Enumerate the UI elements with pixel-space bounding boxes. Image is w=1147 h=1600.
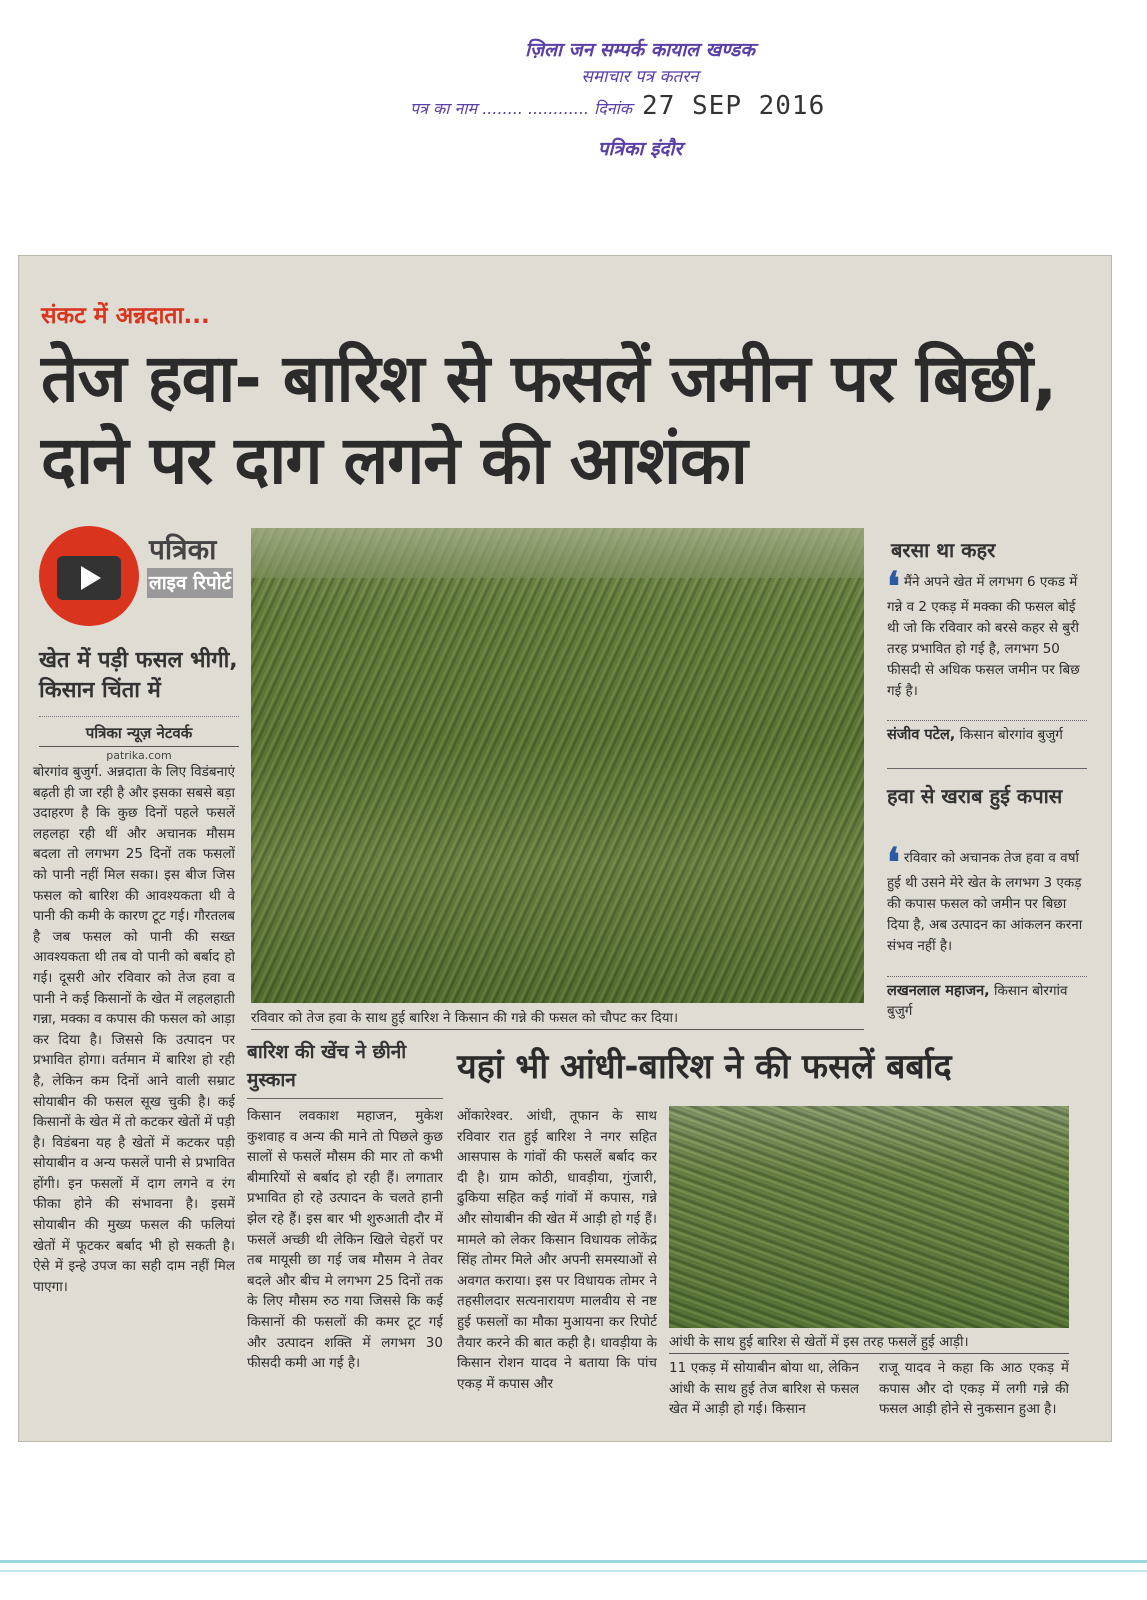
newspaper-clipping <box>18 255 1112 1442</box>
logo-brand: पत्रिका <box>149 533 217 566</box>
side2-name: लखनलाल महाजन, <box>887 983 990 999</box>
side2-quote-text: रविवार को अचानक तेज हवा व वर्षा हुई थी उसने मेरे खेत के लगभग 3 एकड़ की कपास फसल को जमीन पर बिछा दिया है, अब उत्पादन का आंकलन करना संभव नहीं है। <box>887 850 1083 954</box>
live-report-logo <box>39 526 239 636</box>
headline: तेज हवा- बारिश से फसलें जमीन पर बिछीं, दाने पर दाग लगने की आशंका <box>41 340 1057 499</box>
side1-quote-text: मैंने अपने खेत में लगभग 6 एकड में गन्ने व 2 एकड़ में मक्का की फसल बोई थी जो कि रविवार को बरसे कहर से बुरी तरह प्रभावित हो गई है, लगभग 50 फीसदी से अधिक फसल जमीन पर बिछ गई है। <box>887 574 1080 699</box>
side1-name: संजीव पटेल, <box>887 727 956 743</box>
kicker: संकट में अन्नदाता... <box>41 303 210 329</box>
second-body-1: ओंकारेश्वर. आंधी, तूफान के साथ रविवार रात हुई बारिश ने नगर सहित आसपास के गांवों की फसलें बर्बाद कर दी है। ग्राम कोठी, धावड़ीया, गुंजारी, ढुकिया सहित कई गांवों में कपास, गन्ने और सोयाबीन की खेत में आड़ी हो गई हैं। मामले को लेकर किसान विधायक लोकेंद्र सिंह तोमर मिले और अपनी समस्याओं से अवगत कराया। इस पर विधायक तोमर ने तहसीलदार सत्यनारायण मालवीय से नष्ट हुई फसलों का मौका मुआयना कर रिपोर्ट तैयार करने की बात कही है। धावड़ीया के किसान रोशन यादव ने बताया कि पांच एकड़ में कपास और <box>457 1108 657 1392</box>
byline-block <box>39 716 239 762</box>
side2-attribution <box>887 976 1087 1021</box>
mid-divider <box>247 1098 443 1099</box>
quote-icon: ❛ <box>887 563 900 610</box>
mid-body: किसान लवकाश महाजन, मुकेश कुशवाह व अन्य की माने तो पिछले कुछ सालों से फसलें मौसम की मार तो कभी बीमारियों से बर्बाद हो रही हैं। लगातार प्रभावित हो रहे उत्पादन के चलते हानी झेल रहे हैं। इस बार भी शुरुआती दौर में फसलें अच्छी थी लेकिन खिले चेहरों पर तब मायूसी छा गई जब मौसम ने तेवर बदले और बीच मे लगभग 25 दिनों तक के लिए मौसम रुठ गया जिससे कि कई किसानों की फसलों की कमर टूट गई और उत्पादन शक्ति में लगभग 30 फीसदी कमी आ गई है। <box>247 1108 443 1372</box>
crop-photo-2 <box>669 1106 1069 1328</box>
quote-icon: ❛ <box>887 839 900 886</box>
scan-edge-line <box>0 1560 1147 1563</box>
side2-quote <box>887 839 1087 957</box>
second-headline: यहां भी आंधी-बारिश ने की फसलें बर्बाद <box>457 1047 952 1087</box>
stamp-office: ज़िला जन सम्पर्क कायाल खण्डक <box>525 39 755 61</box>
mid-head: बारिश की खेंच ने छीनी मुस्कान <box>247 1041 407 1091</box>
side1-quote <box>887 563 1087 702</box>
byline: पत्रिका न्यूज़ नेटवर्क <box>85 724 193 742</box>
stamp-dept: समाचार पत्र कतरन <box>581 67 699 87</box>
side1-attribution <box>887 720 1087 745</box>
subhead: खेत में पड़ी फसल भीगी, किसान चिंता में <box>39 648 238 703</box>
logo-live-report: लाइव रिपोर्ट <box>147 568 233 598</box>
site-url: patrika.com <box>39 746 239 762</box>
stamp-paper-line <box>380 91 900 121</box>
photo1-caption: रविवार को तेज हवा के साथ हुई बारिश ने किसान की गन्ने की फसल को चौपट कर दिया। <box>251 1008 864 1030</box>
photo2-caption: आंधी के साथ हुई बारिश से खेतों में इस तरह फसलें हुई आड़ी। <box>669 1332 1069 1354</box>
crop-photo-1 <box>251 528 864 1003</box>
clipping-stamp <box>380 36 900 161</box>
body-column-1: बोरगांव बुजुर्ग. अन्नदाता के लिए विडंबनाएं बढ़ती ही जा रही है और इसका सबसे बड़ा उदाहरण है कि कुछ दिनों पहले फसलें लहलहा रही थीं और अचानक मौसम बदला तो लगभग 25 दिनों तक फसलों को पानी नहीं मिल सका। इस बीज जिस फसल को बारिश की आवश्यकता थी वे पानी की कमी के कारण टूट गई। गौरतलब है जब फसल को पानी की सख्त आवश्यकता थी तब वो पानी को बर्बाद हो गई। दूसरी ओर रविवार को तेज हवा व पानी ने कई किसानों के खेत में लहलहाती गन्ना, मक्का व कपास की फसल को आड़ा कर दिया है। जिससे कि उत्पादन पर प्रभावित होगा। वर्तमान में बारिश हो रही है, लेकिन कम दिनों आने वाली सम्राट सोयाबीन की फसल सूख चुकी है। कई किसानों के खेत में तो कटकर खेतों में पड़ी है। विडंबना यह है खेतों में कटकर पड़ी सोयाबीन व अन्य फसलें पानी से प्रभावित होंगी। इन फसलों में दाग लगने व रंग फीका होने की संभावना है। इसमें सोयाबीन की मुख्य फसल की फलियां खेतों में फूटकर बर्बाद भी हो सकती है। ऐसे में इन्हे उपज का सही दाम नहीं मिल पाएगा। <box>33 764 235 1295</box>
side2-desc: किसान बोरगांव बुजुर्ग <box>887 983 1068 1019</box>
scan-edge-line <box>0 1570 1147 1572</box>
play-icon <box>57 556 121 600</box>
stamp-date: 27 SEP 2016 <box>642 91 826 121</box>
side1-head: बरसा था कहर <box>891 538 996 562</box>
side1-desc: किसान बोरगांव बुजुर्ग <box>959 727 1063 743</box>
stamp-paper-label: पत्र का नाम ........ ............ दिनांक <box>410 99 633 118</box>
side-divider <box>887 768 1087 769</box>
second-body-2: 11 एकड़ में सोयाबीन बोया था, लेकिन आंधी के साथ हुई तेज बारिश से फसल खेत में आड़ी हो गई। किसान <box>669 1360 859 1418</box>
side2-head: हवा से खराब हुई कपास <box>887 784 1063 808</box>
second-body-3: राजू यादव ने कहा कि आठ एकड़ में कपास और दो एकड़ में लगी गन्ने की फसल आड़ी होने से नुकसान हुआ है। <box>879 1360 1069 1418</box>
stamp-paper-name: पत्रिका इंदौर <box>597 138 683 160</box>
